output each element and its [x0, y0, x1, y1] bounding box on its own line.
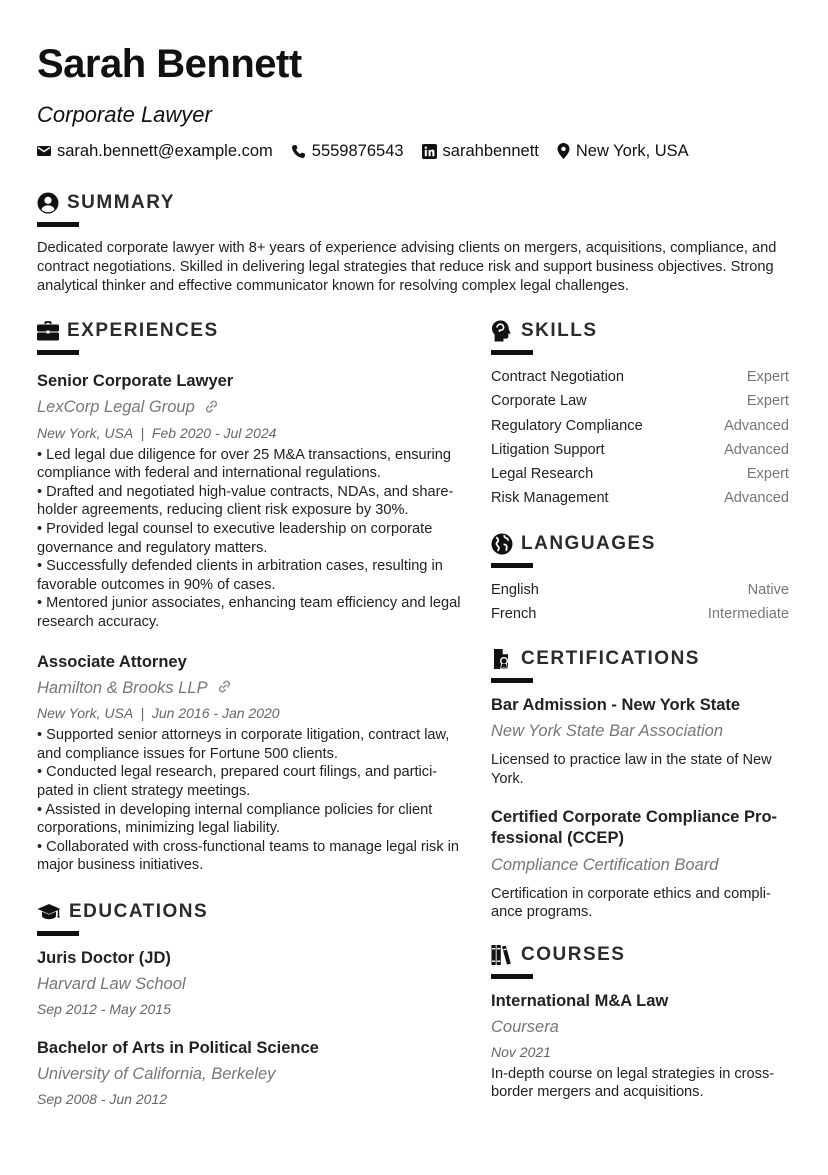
certifications-title: CERTIFICATIONS: [521, 648, 700, 670]
experience-company-name: Hamilton & Brooks LLP: [37, 678, 207, 697]
skills-title: SKILLS: [521, 320, 598, 341]
experience-bullets: [37, 726, 471, 875]
link-icon[interactable]: [218, 678, 231, 698]
languages-title: LANGUAGES: [521, 532, 656, 554]
bullet-item: • Collaborated with cross-functional teams to manage legal risk in major business initiatives.: [37, 838, 460, 874]
experiences-title: EXPERIENCES: [67, 320, 219, 341]
skill-name: Regulatory Compliance: [491, 417, 643, 434]
head-brain-icon: [491, 320, 513, 342]
email-text: sarah.bennett@example.com: [57, 141, 273, 160]
section-divider: [491, 678, 533, 683]
skills-list: [491, 365, 789, 511]
graduation-cap-icon: [37, 903, 61, 921]
map-pin-icon: [557, 143, 570, 159]
right-column: [491, 320, 789, 1108]
section-divider: [37, 350, 79, 355]
course-name: International M&A Law: [491, 991, 669, 1010]
experience-company: [37, 678, 471, 699]
skill-level: Advanced: [724, 417, 789, 434]
courses-heading: [491, 944, 789, 966]
certification-name: Certified Corporate Compliance Pro-fessional (CCEP): [491, 807, 778, 847]
certification-desc: Licensed to practice law in the state of New York.: [491, 752, 772, 787]
skills-heading: [491, 320, 789, 342]
experiences-heading: [37, 320, 471, 342]
summary-text: Dedicated corporate lawyer with 8+ years of experience advising clients on mergers, acquisitions, compliance, and contract negotiations. Skilled in delivering legal strategies that reduce risk and support business objectives. Strong analytical thinker and effective communicator known for resolving complex legal challenges.: [37, 240, 777, 294]
candidate-role: Corporate Lawyer: [37, 102, 212, 127]
course-provider: Coursera: [491, 1017, 559, 1036]
experience-company-name: LexCorp Legal Group: [37, 398, 195, 416]
skill-row: [491, 438, 789, 462]
section-divider: [37, 222, 79, 227]
summary-section: [37, 192, 789, 296]
courses-title: COURSES: [521, 943, 626, 965]
bullet-item: • Provided legal counsel to executive leadership on corporate governance and regulatory matters.: [37, 521, 433, 556]
skill-level: Expert: [746, 393, 789, 410]
contact-location: [557, 142, 689, 161]
linkedin-text: sarahbennett: [442, 141, 539, 160]
skill-row: [491, 414, 789, 438]
education-item: [37, 948, 471, 1018]
educations-heading: [37, 901, 471, 923]
experience-meta: New York, USA | Jun 2016 - Jan 2020: [37, 705, 280, 722]
summary-title: SUMMARY: [67, 192, 175, 213]
language-row: [491, 578, 789, 602]
bullet-item: • Drafted and negotiated high-value contracts, NDAs, and share-holder agreements, reducing client risk exposure by 30%.: [37, 483, 454, 519]
experience-position: Senior Corporate Lawyer: [37, 372, 234, 390]
location-text: New York, USA: [575, 141, 689, 160]
skill-level: Advanced: [724, 441, 789, 458]
education-item: [37, 1038, 471, 1108]
contact-email[interactable]: [37, 142, 273, 161]
language-name: English: [491, 581, 539, 598]
certification-desc: Certification in corporate ethics and compli-ance programs.: [491, 885, 771, 921]
education-degree: Bachelor of Arts in Political Science: [37, 1038, 319, 1057]
briefcase-icon: [37, 321, 59, 341]
language-row: [491, 602, 789, 626]
candidate-name: Sarah Bennett: [37, 42, 302, 86]
contact-bar: [37, 140, 789, 162]
contact-phone[interactable]: [291, 142, 404, 161]
skill-row: [491, 365, 789, 389]
certifications-heading: [491, 648, 789, 670]
languages-heading: [491, 533, 789, 555]
skill-level: Expert: [746, 369, 789, 385]
experience-item: [37, 371, 471, 632]
certification-issuer: New York State Bar Association: [491, 722, 724, 741]
skill-row: [491, 486, 789, 510]
education-dates: Sep 2012 - May 2015: [37, 1000, 171, 1017]
skill-name: Litigation Support: [491, 441, 605, 458]
experience-company: [37, 397, 471, 418]
education-dates: Sep 2008 - Jun 2012: [37, 1090, 167, 1107]
section-divider: [491, 974, 533, 979]
skill-name: Contract Negotiation: [491, 369, 625, 385]
section-divider: [491, 350, 533, 355]
course-item: [491, 991, 789, 1102]
user-circle-icon: [37, 192, 59, 214]
course-date: Nov 2021: [491, 1043, 551, 1060]
education-school: Harvard Law School: [37, 974, 186, 993]
certification-name: Bar Admission - New York State: [491, 696, 741, 715]
globe-icon: [491, 533, 513, 555]
educations-title: EDUCATIONS: [69, 900, 209, 922]
certification-item: [491, 695, 789, 788]
experience-bullets: [37, 446, 471, 632]
phone-icon: [291, 144, 306, 159]
experience-position: Associate Attorney: [37, 652, 187, 671]
linkedin-icon: [422, 144, 437, 159]
link-icon[interactable]: [205, 398, 218, 418]
bullet-item: • Assisted in developing internal compliance policies for client corporations, minimizing legal liability.: [37, 801, 433, 837]
summary-heading: [37, 192, 789, 214]
languages-list: [491, 578, 789, 627]
certification-item: [491, 807, 789, 922]
bullet-item: • Successfully defended clients in arbitration cases, resulting in favorable outcomes in 90% of cases.: [37, 558, 443, 593]
skill-name: Risk Management: [491, 490, 609, 507]
language-level: Intermediate: [707, 606, 789, 623]
experience-meta: New York, USA | Feb 2020 - Jul 2024: [37, 424, 277, 441]
skill-level: Advanced: [724, 490, 789, 507]
phone-text: 5559876543: [311, 141, 404, 160]
education-degree: Juris Doctor (JD): [37, 948, 171, 967]
section-divider: [37, 931, 79, 936]
bullet-item: • Supported senior attorneys in corporate litigation, contract law, and compliance issues for Fortune 500 clients.: [37, 727, 450, 762]
contact-linkedin[interactable]: [422, 142, 539, 161]
section-divider: [491, 563, 533, 568]
two-column-body: [37, 320, 789, 1108]
language-level: Native: [747, 581, 789, 598]
skill-row: [491, 389, 789, 413]
skill-row: [491, 462, 789, 486]
skill-level: Expert: [746, 466, 789, 483]
certificate-icon: [491, 648, 513, 670]
education-school: University of California, Berkeley: [37, 1064, 276, 1083]
left-column: [37, 320, 471, 1108]
bullet-item: • Mentored junior associates, enhancing team efficiency and legal research accuracy.: [37, 595, 461, 630]
envelope-icon: [37, 145, 51, 157]
bullet-item: • Conducted legal research, prepared court filings, and partici-pated in client strategy meetings.: [37, 764, 438, 799]
books-icon: [491, 944, 513, 966]
language-name: French: [491, 606, 537, 623]
certification-issuer: Compliance Certification Board: [491, 855, 719, 874]
skill-name: Corporate Law: [491, 393, 587, 410]
bullet-item: • Led legal due diligence for over 25 M&A transactions, ensuring compliance with federal and international regulations.: [37, 446, 451, 482]
course-desc: In-depth course on legal strategies in cross-border mergers and acquisitions.: [491, 1065, 775, 1101]
skill-name: Legal Research: [491, 466, 594, 483]
experience-item: [37, 652, 471, 875]
